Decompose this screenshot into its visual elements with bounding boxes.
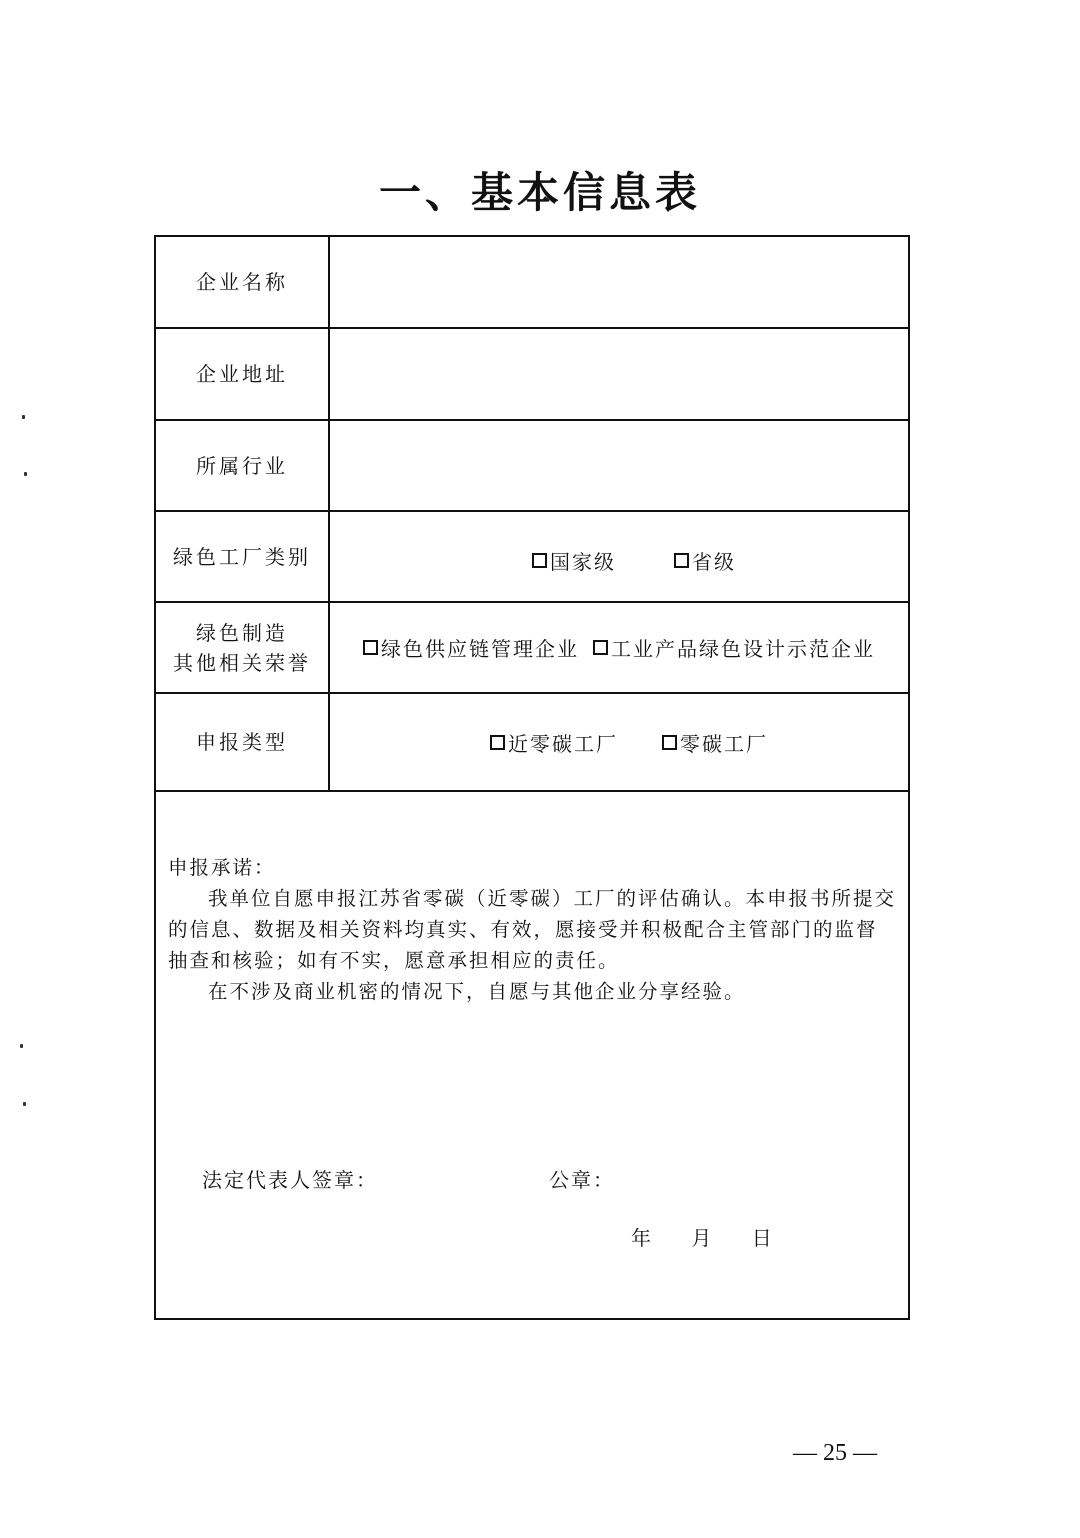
scan-speck bbox=[23, 1102, 26, 1106]
row-label: 企业地址 bbox=[156, 329, 330, 419]
table-row-green-factory-category bbox=[156, 512, 908, 603]
table-row-other-honors bbox=[156, 603, 908, 694]
checkbox[interactable] bbox=[532, 553, 547, 568]
pledge-paragraph: 我单位自愿申报江苏省零碳（近零碳）工厂的评估确认。本申报书所提交的信息、数据及相关资料均真实、有效，愿接受并积极配合主管部门的监督抽查和核验；如有不实，愿意承担相应的责任。 bbox=[168, 887, 897, 972]
company-name-field[interactable] bbox=[330, 237, 908, 327]
row-label: 企业名称 bbox=[156, 237, 330, 327]
date-line bbox=[631, 1222, 806, 1251]
row-label: 所属行业 bbox=[156, 421, 330, 510]
option-national-level[interactable] bbox=[532, 546, 616, 575]
date-day-label: 日 bbox=[751, 1226, 772, 1250]
industry-field[interactable] bbox=[330, 421, 908, 510]
checkbox[interactable] bbox=[593, 640, 608, 655]
application-type-options bbox=[330, 694, 908, 790]
option-label: 省级 bbox=[692, 550, 736, 574]
option-provincial-level[interactable] bbox=[674, 546, 736, 575]
option-near-zero-carbon[interactable] bbox=[490, 728, 618, 757]
option-label: 近零碳工厂 bbox=[508, 731, 618, 756]
page-number: — 25 — bbox=[793, 1440, 877, 1466]
table-row-application-type bbox=[156, 694, 908, 792]
page-title: 一、基本信息表 bbox=[378, 168, 701, 217]
checkbox[interactable] bbox=[490, 735, 505, 750]
date-year-label: 年 bbox=[631, 1226, 651, 1250]
table-row-company-name bbox=[156, 237, 908, 329]
option-green-supply-chain[interactable] bbox=[363, 633, 579, 662]
row-label: 绿色工厂类别 bbox=[156, 512, 330, 601]
table-row-industry bbox=[156, 421, 908, 512]
basic-info-table bbox=[154, 235, 910, 1320]
green-factory-category-options bbox=[330, 512, 908, 601]
row-label-line: 绿色制造 bbox=[196, 620, 288, 645]
scan-speck bbox=[22, 415, 25, 419]
pledge-text bbox=[168, 852, 898, 1007]
pledge-paragraph: 在不涉及商业机密的情况下，自愿与其他企业分享经验。 bbox=[208, 980, 746, 1003]
option-label: 国家级 bbox=[550, 550, 616, 574]
option-zero-carbon[interactable] bbox=[662, 728, 768, 757]
official-seal-label: 公章： bbox=[549, 1168, 615, 1192]
row-label: 申报类型 bbox=[156, 694, 330, 790]
option-green-design-demo[interactable] bbox=[593, 633, 875, 662]
scan-speck bbox=[20, 1044, 23, 1048]
legal-representative-signature-label: 法定代表人签章： bbox=[202, 1168, 378, 1192]
option-label: 工业产品绿色设计示范企业 bbox=[611, 637, 875, 661]
row-label bbox=[156, 603, 330, 692]
option-label: 绿色供应链管理企业 bbox=[381, 637, 579, 661]
pledge-section bbox=[156, 792, 908, 1318]
scan-speck bbox=[24, 472, 27, 476]
date-month-label: 月 bbox=[691, 1226, 712, 1250]
option-label: 零碳工厂 bbox=[680, 731, 768, 756]
pledge-heading: 申报承诺： bbox=[168, 856, 276, 879]
table-row-company-address bbox=[156, 329, 908, 421]
checkbox[interactable] bbox=[662, 735, 677, 750]
checkbox[interactable] bbox=[674, 553, 689, 568]
checkbox[interactable] bbox=[363, 640, 378, 655]
other-honors-options bbox=[330, 603, 908, 692]
company-address-field[interactable] bbox=[330, 329, 908, 419]
row-label-line: 其他相关荣誉 bbox=[173, 650, 311, 675]
